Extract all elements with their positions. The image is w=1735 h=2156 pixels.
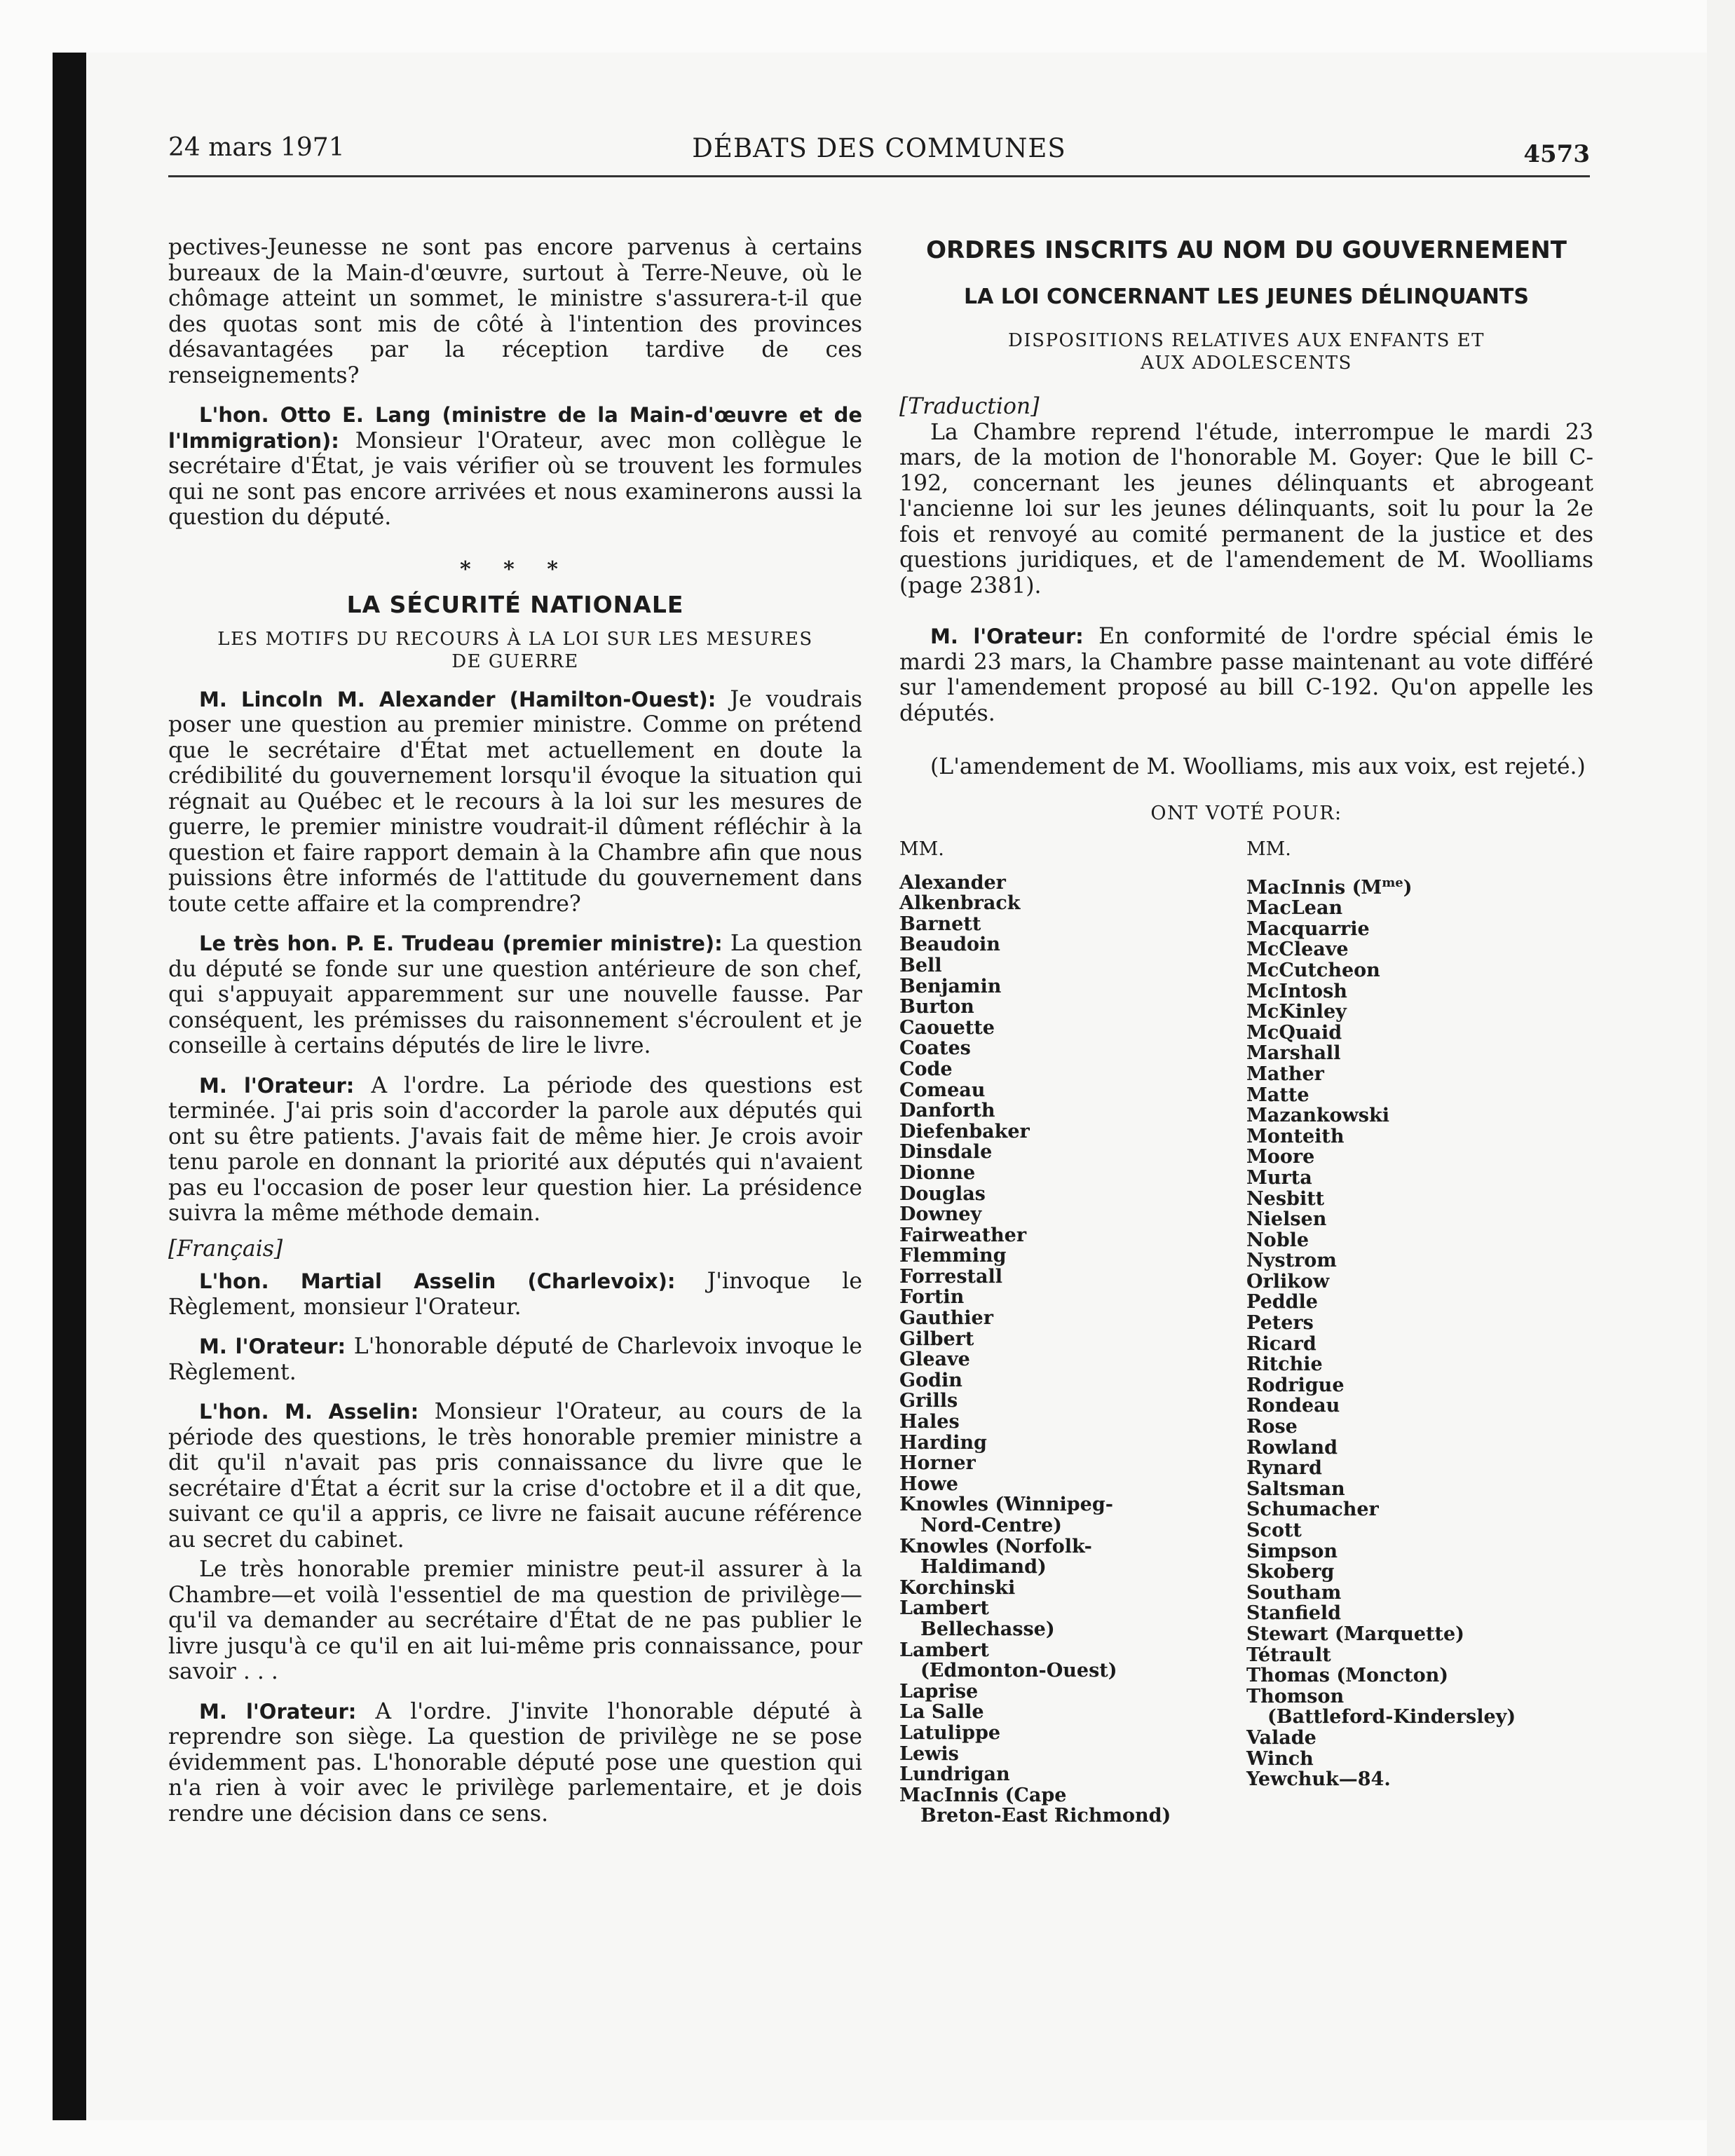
member-name: Danforth [899,1100,995,1122]
member-name: Matte [1246,1084,1309,1106]
member-name: Benjamin [899,975,1002,997]
member-name: Caouette [899,1016,995,1039]
member-name: Douglas [899,1182,986,1205]
member-name: McCutcheon [1246,959,1380,981]
member-name: Rondeau [1246,1395,1340,1417]
orders-heading: ORDRES INSCRITS AU NOM DU GOUVERNEMENT [926,236,1567,264]
left-column [168,235,862,1827]
speech-text: Je voudrais poser une question au premier ministre. Comme on prétend que le secrétaire d'État met actuellement en doute la crédibilité du gouvernement lorsqu'il évoque la situation qui régnait au Québec et le recours à la loi sur les mesures de guerre, le premier ministre voudrait-il dûment réfléchir à la question et faire rapport demain à la Chambre afin que nous puissions être informés de l'attitude du gouvernement dans toute cette affaire et la comprendre? [168,686,862,917]
member-name: Laprise [899,1680,979,1703]
member-name: Godin [899,1369,962,1391]
member-name: Mather [1246,1063,1324,1085]
member-name: Stanfield [1246,1602,1342,1625]
vote-heading: ONT VOTÉ POUR: [1150,802,1342,824]
member-name: Marshall [1246,1042,1341,1065]
member-name: Ritchie [1246,1353,1323,1376]
speaker-name: M. l'Orateur: [199,1335,346,1358]
language-marker: [Traduction] [899,394,1040,419]
speaker-name: M. l'Orateur: [199,1073,355,1098]
header-date: 24 mars 1971 [168,133,345,162]
member-name: Howe [899,1473,958,1495]
member-name: Alexander [899,871,1006,894]
member-name: Alkenbrack [899,892,1021,915]
member-name: Lewis [899,1742,959,1765]
scan-border [53,53,86,2120]
bill-heading: LA LOI CONCERNANT LES JEUNES DÉLINQUANTS [964,284,1529,309]
member-name: Lambert [899,1597,989,1620]
member-name: Rose [1246,1416,1298,1438]
member-name: Dionne [899,1161,976,1184]
member-name: Nystrom [1246,1250,1337,1272]
member-name: Latulippe [899,1721,1001,1744]
member-name: Noble [1246,1229,1309,1251]
paragraph [168,1334,862,1385]
member-name: Tétrault [1246,1644,1331,1666]
speaker-name: M. l'Orateur: [930,625,1084,648]
member-name: Mazankowski [1246,1105,1389,1127]
member-name: La Salle [899,1701,984,1724]
page-number: 4573 [1523,140,1590,168]
speaker-name: Le très hon. P. E. Trudeau (premier ministre): [199,932,723,955]
member-name: Southam [1246,1581,1342,1604]
member-name: Forrestall [899,1265,1003,1288]
section-heading: LA SÉCURITÉ NATIONALE [346,591,684,618]
member-name: Saltsman [1246,1478,1345,1500]
member-name: Thomson [1246,1685,1345,1707]
paragraph [168,1269,862,1320]
member-name: Knowles (Norfolk- [899,1535,1092,1557]
member-name: Lambert [899,1639,989,1661]
paragraph [168,687,862,917]
member-name: Rowland [1246,1436,1338,1459]
speech-text: Monsieur l'Orateur, au cours de la période des questions, le très honorable premier ministre a dit qu'il n'avait pas pris connaissance du livre que le secrétaire d'État a écrit sur la crise d'octobre et il a dit que, suivant ce qu'il a appris, ce livre ne faisait aucune référence au secret du cabinet. [168,1399,862,1553]
member-name: (Battleford-Kindersley) [1267,1706,1516,1728]
member-name: Fortin [899,1286,965,1309]
paragraph [168,931,862,1059]
member-name: Lundrigan [899,1763,1010,1786]
vote-list-column-a [899,839,1229,1827]
member-name: Fairweather [899,1224,1027,1246]
member-name: Bellechasse) [920,1618,1055,1640]
speech-text: A l'ordre. J'invite l'honorable député à reprendre son siège. La question de privilège ne se pose évidemment pas. L'honorable député pose une question qui n'a rien à voir avec le privilège parlementaire, et je dois rendre une décision dans ce sens. [168,1698,863,1827]
member-name: Dinsdale [899,1141,993,1164]
section-separator: * * * [460,557,571,582]
speaker-name: L'hon. Martial Asselin (Charlevoix): [199,1269,676,1293]
member-name: Rodrigue [1246,1374,1345,1396]
member-name: Peters [1246,1312,1314,1335]
speech-text: A l'ordre. La période des questions est terminée. J'ai pris soin d'accorder la parole aux députés qui ont su être patients. J'avais fait de même hier. Je crois avoir tenu parole en donnant la priorité aux députés qui n'avaient pas eu l'occasion de poser leur question hier. La présidence suivra la même méthode demain. [168,1072,862,1226]
subsection-heading: LES MOTIFS DU RECOURS À LA LOI SUR LES MESURES DE GUERRE [217,628,813,672]
member-name: Nesbitt [1246,1187,1325,1210]
member-name: Peddle [1246,1291,1318,1314]
member-name: Winch [1246,1747,1314,1770]
member-name: Gauthier [899,1307,993,1330]
member-name: Skoberg [1246,1561,1335,1583]
member-name: Korchinski [899,1576,1016,1599]
speech-text: En conformité de l'ordre spécial émis le mardi 23 mars, la Chambre passe maintenant au vote différé sur l'amendement proposé au bill C-192. Qu'on appelle les députés. [899,624,1593,726]
member-name: Diefenbaker [899,1120,1030,1142]
paragraph [168,402,862,531]
paragraph [168,1073,862,1227]
member-name: Comeau [899,1079,986,1101]
speech-text: Monsieur l'Orateur, avec mon collègue le secrétaire d'État, je vais vérifier où se trouvent les formules qui ne sont pas encore arrivées et nous examinerons aussi la question du député. [168,428,862,530]
member-name: Orlikow [1246,1270,1330,1292]
vote-list-column-b [1246,839,1597,1790]
member-name: Gilbert [899,1328,974,1350]
member-name: Stewart (Marquette) [1246,1623,1464,1645]
member-name: Downey [899,1203,982,1226]
member-name: McQuaid [1246,1021,1342,1044]
scan-margin [1707,0,1735,2156]
member-name: Rynard [1246,1457,1322,1480]
member-name: Murta [1246,1166,1312,1189]
member-name: Thomas (Moncton) [1246,1665,1449,1687]
member-name: Nielsen [1246,1208,1327,1231]
speaker-name: L'hon. Otto E. Lang (ministre de la Main-d'œuvre et de l'Immigration): [168,403,862,453]
member-name: Horner [899,1452,976,1475]
member-name: Scott [1246,1520,1302,1541]
paragraph [168,1399,862,1553]
speaker-name: M. l'Orateur: [199,1699,357,1724]
bill-subheading: DISPOSITIONS RELATIVES AUX ENFANTS ET AUX ADOLESCENTS [1008,330,1485,374]
language-marker: [Français] [168,1236,283,1262]
journal-title: DÉBATS DES COMMUNES [692,133,1066,163]
member-name: Moore [1246,1146,1315,1168]
column-label: MM. [1246,838,1291,860]
member-name: Yewchuk—84. [1246,1768,1391,1791]
member-name: Schumacher [1246,1499,1379,1521]
member-name: MacInnis $(M^{me})$ [1246,875,1413,899]
member-name: (Edmonton-Ouest) [920,1660,1117,1682]
member-name: Ricard [1246,1332,1316,1355]
member-name: McCleave [1246,939,1349,961]
speaker-name: L'hon. M. Asselin: [199,1400,419,1424]
paragraph: pectives-Jeunesse ne sont pas encore parvenus à certains bureaux de la Main-d'œuvre, surtout à Terre-Neuve, où le chômage atteint un sommet, le ministre s'assurera-t-il que des quotas sont mis de côté à l'intention des provinces désavantagées par la réception tardive de ces renseignements? [168,235,862,388]
member-name: Harding [899,1431,987,1454]
member-name: Bell [899,954,942,976]
member-name: Coates [899,1037,971,1060]
member-name: Haldimand) [920,1556,1047,1578]
paragraph [899,624,1593,726]
member-name: Barnett [899,913,981,935]
speech-text: L'honorable député de Charlevoix invoque le Règlement. [168,1334,863,1385]
paragraph: La Chambre reprend l'étude, interrompue le mardi 23 mars, de la motion de l'honorable M. Goyer: Que le bill C-192, concernant les jeunes délinquants et abrogeant l'ancienne loi sur les jeunes délinquants, soit lu pour la 2e fois et renvoyé au comité permanent de la justice et des questions juridiques, et de l'amendement de M. Woolliams (page 2381). [899,419,1593,599]
column-label: MM. [899,838,944,860]
member-name: Code [899,1058,953,1080]
member-name: Macquarrie [1246,917,1370,940]
member-name: Beaudoin [899,934,1000,956]
member-name: Nord-Centre) [920,1515,1062,1536]
member-name: Breton-East Richmond) [920,1805,1171,1827]
member-name: Monteith [1246,1125,1345,1147]
member-name: Gleave [899,1349,970,1371]
member-name: Knowles (Winnipeg- [899,1494,1113,1516]
paragraph [168,1699,862,1827]
member-name: MacLean [1246,897,1343,920]
page-header [168,133,1590,177]
vote-result: (L'amendement de M. Woolliams, mis aux voix, est rejeté.) [930,754,1586,779]
member-name: Flemming [899,1245,1007,1267]
speaker-name: M. Lincoln M. Alexander (Hamilton-Ouest): [199,687,716,711]
member-name: Grills [899,1390,958,1412]
member-name: McIntosh [1246,980,1347,1002]
speech-text: La question du député se fonde sur une question antérieure de son chef, qui s'appuyait apparemment sur une nouvelle fausse. Par conséquent, les prémisses du raisonnement s'écroulent et je conseille à certains députés de lire le livre. [168,931,862,1058]
speech-text: J'invoque le Règlement, monsieur l'Orateur. [168,1269,862,1320]
paragraph: Le très honorable premier ministre peut-il assurer à la Chambre—et voilà l'essentiel de ma question de privilège—qu'il va demander au secrétaire d'État de ne pas publier le livre jusqu'à ce qu'il en ait lui-même pris connaissance, pour savoir . . . [168,1557,862,1684]
member-name: Simpson [1246,1540,1338,1562]
member-name: MacInnis (Cape [899,1784,1067,1806]
member-name: Burton [899,996,974,1018]
right-column [899,235,1593,1827]
member-name: McKinley [1246,1001,1347,1023]
member-name: Valade [1246,1726,1316,1749]
member-name: Hales [899,1411,960,1433]
